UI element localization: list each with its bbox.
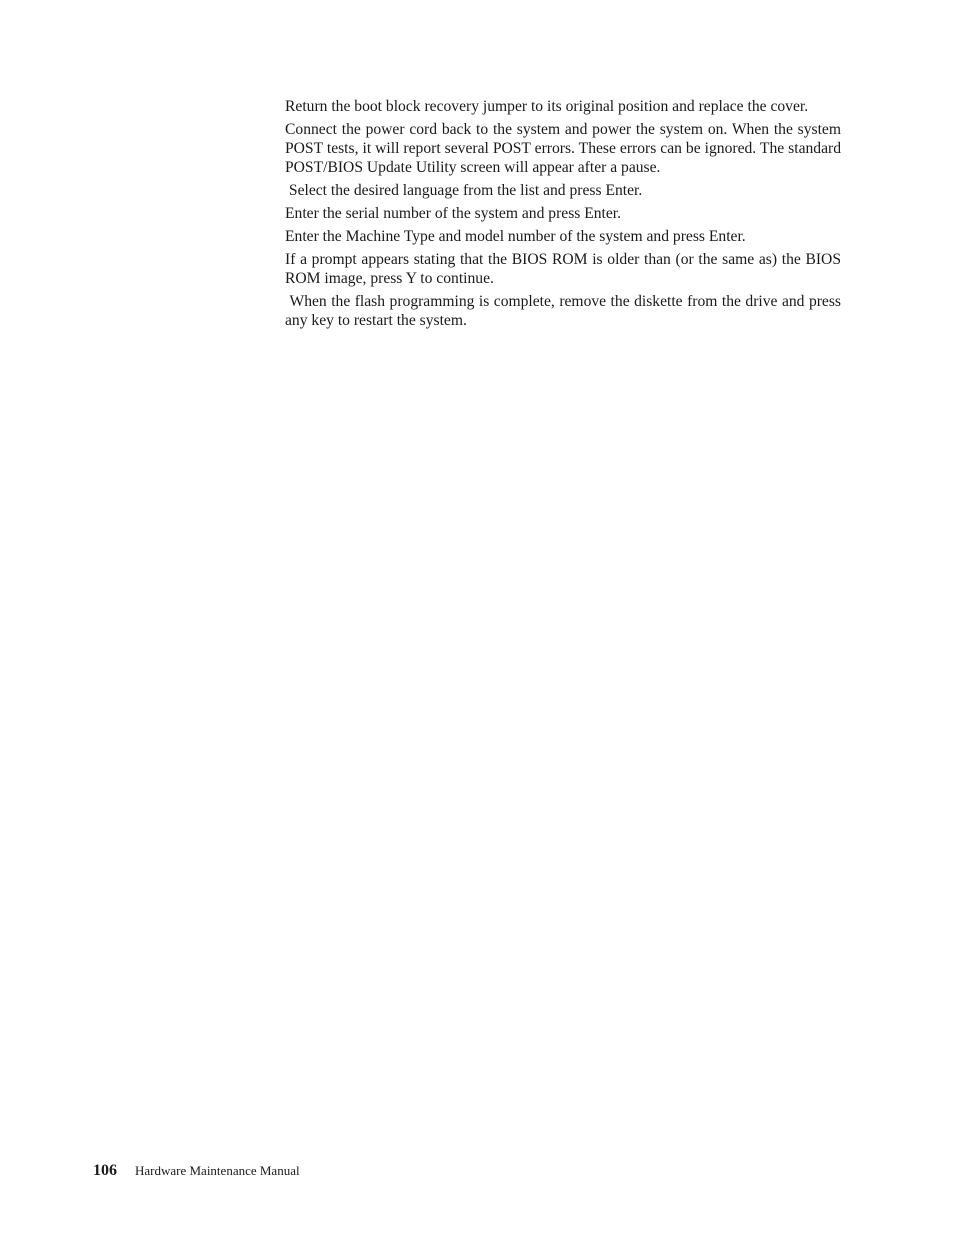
paragraph-machine-type: Enter the Machine Type and model number of the system and press Enter. [285, 228, 746, 245]
paragraph-return-jumper: Return the boot block recovery jumper to its original position and replace the cover. [285, 98, 809, 115]
manual-title: Hardware Maintenance Manual [135, 1163, 300, 1178]
paragraph-select-language: Select the desired language from the list and press Enter. [285, 182, 643, 199]
page-number: 106 [93, 1162, 117, 1179]
paragraph-serial-number: Enter the serial number of the system and press Enter. [285, 205, 622, 222]
paragraph-bios-prompt: If a prompt appears stating that the BIOS ROM is older than (or the same as) the BIOS ROM image, press Y to continue. [285, 251, 841, 287]
paragraph-flash-complete: When the flash programming is complete, remove the diskette from the drive and press any key to restart the system. [285, 293, 845, 329]
page-footer [93, 1162, 300, 1180]
paragraph-connect-power: Connect the power cord back to the system and power the system on. When the system POST tests, it will report several POST errors. These errors can be ignored. The standard POST/BIOS Update Utility screen will appear after a pause. [285, 121, 841, 176]
document-body [285, 97, 845, 334]
